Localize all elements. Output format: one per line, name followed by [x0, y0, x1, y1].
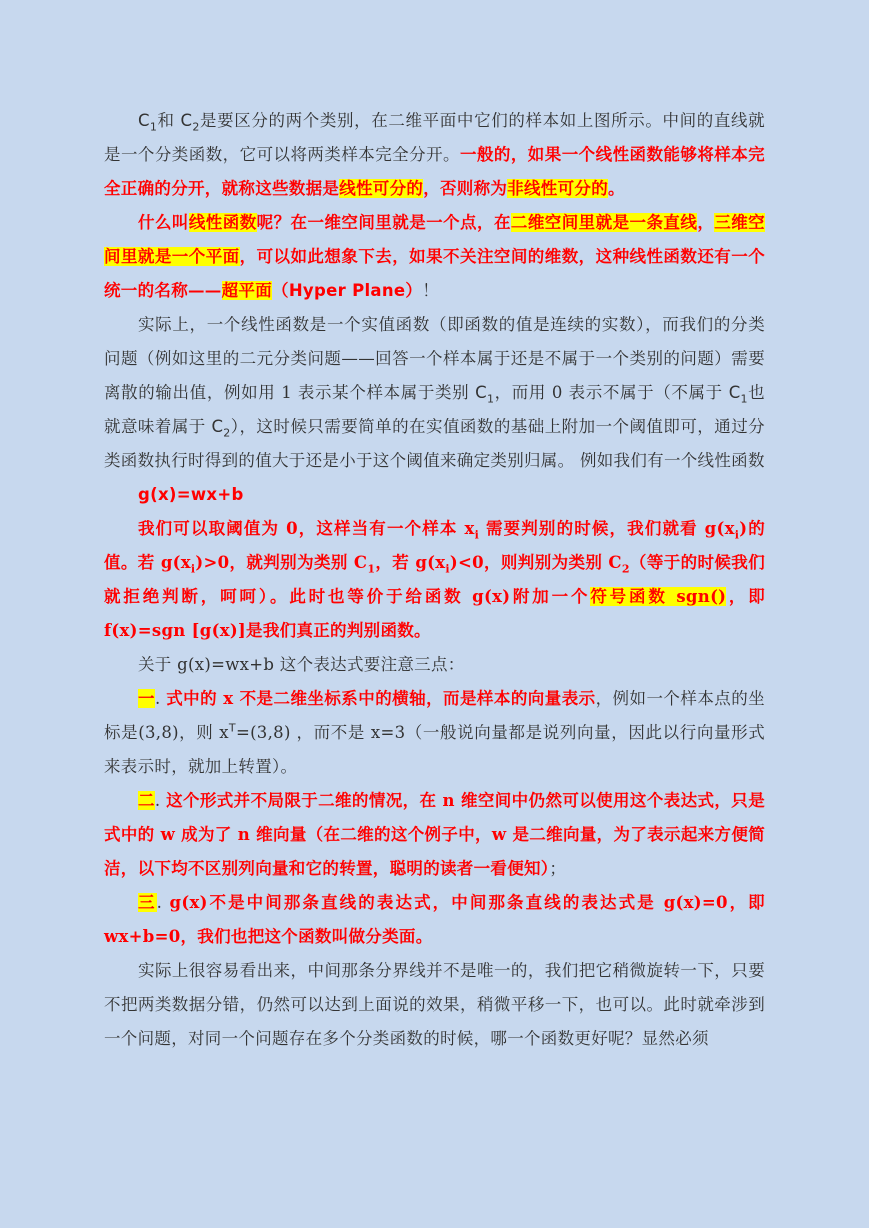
class-c1-label: C — [138, 111, 150, 130]
text-span: 实际上很容易看出来，中间那条分界线并不是唯一的，我们把它稍微旋转一下，只要不把两类数据分错，仍然可以达到上面说的效果，稍微平移一下，也可以。此时就牵涉到一个问题，对同一个问题存在多个分类函数的时候，哪一个函数更好呢？显然必须 — [104, 961, 765, 1048]
subscript: i — [445, 562, 450, 576]
text-span: （等于的时候我们就拒绝判断，呵呵）。此时也等价于给函数 g(x)附加一个 — [104, 553, 765, 606]
red-emphasis: g(x)不是中间那条直线的表达式，中间那条直线的表达式是 g(x)=0，即 wx+b=0，我们也把这个函数叫做分类面。 — [104, 893, 765, 946]
text-span: 什么叫 — [138, 213, 189, 232]
paragraph-real-valued — [104, 308, 765, 478]
class-label: C — [475, 383, 487, 402]
text-span: =(3,8) ，而不是 x=3（一般说向量都是说列向量，因此以行向量形式来表示时，就加上转置）。 — [104, 723, 766, 776]
highlight-sign-function: 符号函数 sgn() — [590, 587, 727, 606]
subscript: 2 — [223, 426, 231, 440]
red-emphasis: 。 — [608, 179, 625, 198]
text-span: . — [156, 893, 170, 912]
class-c2-label: C — [180, 111, 193, 130]
text-span: 是要区分的两个类别，在二维平面中它们的样本如上图所示。中间的直线就是一个分类函数，它可以将两类样本完全分开。 — [104, 111, 765, 164]
paragraph-note-one — [104, 682, 765, 784]
highlight-linearly-separable: 线性可分的 — [339, 179, 424, 198]
paragraph-three-notes-intro — [104, 648, 765, 682]
subscript: i — [190, 562, 196, 576]
subscript: 2 — [192, 120, 200, 134]
text-span: 我们可以取阈值为 0，这样当有一个样本 x — [138, 519, 475, 538]
highlight-nonlinearly-separable: 非线性可分的 — [507, 179, 609, 198]
paragraph-note-two — [104, 784, 765, 886]
highlight-linear-function: 线性函数 — [188, 213, 257, 232]
text-span: 实际上，一个线性函数是一个实值函数（即函数的值是连续的实数），而我们的分类问题（例如这里的二元分类问题——回答一个样本属于还是不属于一个类别的问题）需要离散的输出值，例如用 1 表示某个样本属于类别 — [104, 315, 765, 402]
class-label: C — [728, 383, 741, 402]
paragraph-linear-function — [104, 206, 765, 308]
formula-text: g(x)=wx+b — [138, 485, 244, 504]
text-span: 和 — [157, 111, 181, 130]
hyperplane-english: （Hyper Plane） — [272, 281, 423, 300]
paragraph-boundary-uniqueness — [104, 954, 765, 1056]
note-number-three: 三 — [138, 893, 157, 912]
subscript: 1 — [740, 392, 748, 406]
text-span: . — [154, 689, 167, 708]
superscript: T — [228, 721, 236, 735]
red-emphasis: 式中的 x 不是二维坐标系中的横轴，而是样本的向量表示 — [166, 689, 596, 708]
text-span: )的值。若 g(x — [104, 519, 765, 572]
subscript: 1 — [486, 392, 495, 406]
highlight-hyperplane: 超平面 — [221, 281, 273, 300]
text-span: . — [154, 791, 167, 810]
text-span: 呢？在一维空间里就是一个点，在 — [256, 213, 511, 232]
red-emphasis: 这个形式并不局限于二维的情况，在 n 维空间中仍然可以使用这个表达式，只是式中的 w 成为了 n 维向量（在二维的这个例子中，w 是二维向量，为了表示起来方便简洁，以下均不区别列向量和它的转置，聪明的读者一看便知） — [104, 791, 765, 878]
highlight-3d-plane: 三维空间里就是一个平面 — [104, 213, 765, 266]
subscript: 1 — [367, 562, 376, 576]
red-emphasis: 一般的，如果一个线性函数能够将样本完全正确的分开，就称这些数据是 — [104, 145, 765, 198]
subscript: 2 — [621, 562, 630, 576]
text-span: ，例如一个样本点的坐标是(3,8)，则 x — [104, 689, 765, 742]
text-span: ，可以如此想象下去，如果不关注空间的维数，这种线性函数还有一个统一的名称—— — [104, 247, 765, 300]
paragraph-classes-intro — [104, 104, 765, 206]
text-span: ！ — [422, 281, 439, 300]
text-span: 也就意味着属于 — [104, 383, 765, 436]
text-span: 需要判别的时候，我们就看 g(x — [479, 519, 735, 538]
text-span: ，而用 0 表示不属于（不属于 — [494, 383, 729, 402]
text-span: )<0，则判别为类别 C — [449, 553, 622, 572]
formula-linear-function — [104, 478, 765, 512]
note-number-one: 一 — [138, 689, 155, 708]
paragraph-note-three — [104, 886, 765, 954]
text-span: 关于 g(x)=wx+b 这个表达式要注意三点： — [138, 655, 465, 674]
subscript: i — [734, 528, 740, 542]
note-number-two: 二 — [138, 791, 155, 810]
paragraph-threshold — [104, 512, 765, 648]
text-span: ； — [549, 859, 567, 878]
text-span: ），这时候只需要简单的在实值函数的基础上附加一个阈值即可，通过分类函数执行时得到的值大于还是小于这个阈值来确定类别归属。 例如我们有一个线性函数 — [104, 417, 765, 470]
highlight-2d-line: 二维空间里就是一条直线 — [510, 213, 698, 232]
text-span: )>0，就判别为类别 C — [195, 553, 368, 572]
text-span: ，即 f(x)=sgn [g(x)]是我们真正的判别函数。 — [104, 587, 765, 640]
subscript: 1 — [149, 120, 158, 134]
text-span: ， — [697, 213, 715, 232]
class-label: C — [211, 417, 224, 436]
text-span: ，若 g(x — [375, 553, 446, 572]
subscript: i — [474, 528, 480, 542]
red-emphasis: ，否则称为 — [423, 179, 508, 198]
